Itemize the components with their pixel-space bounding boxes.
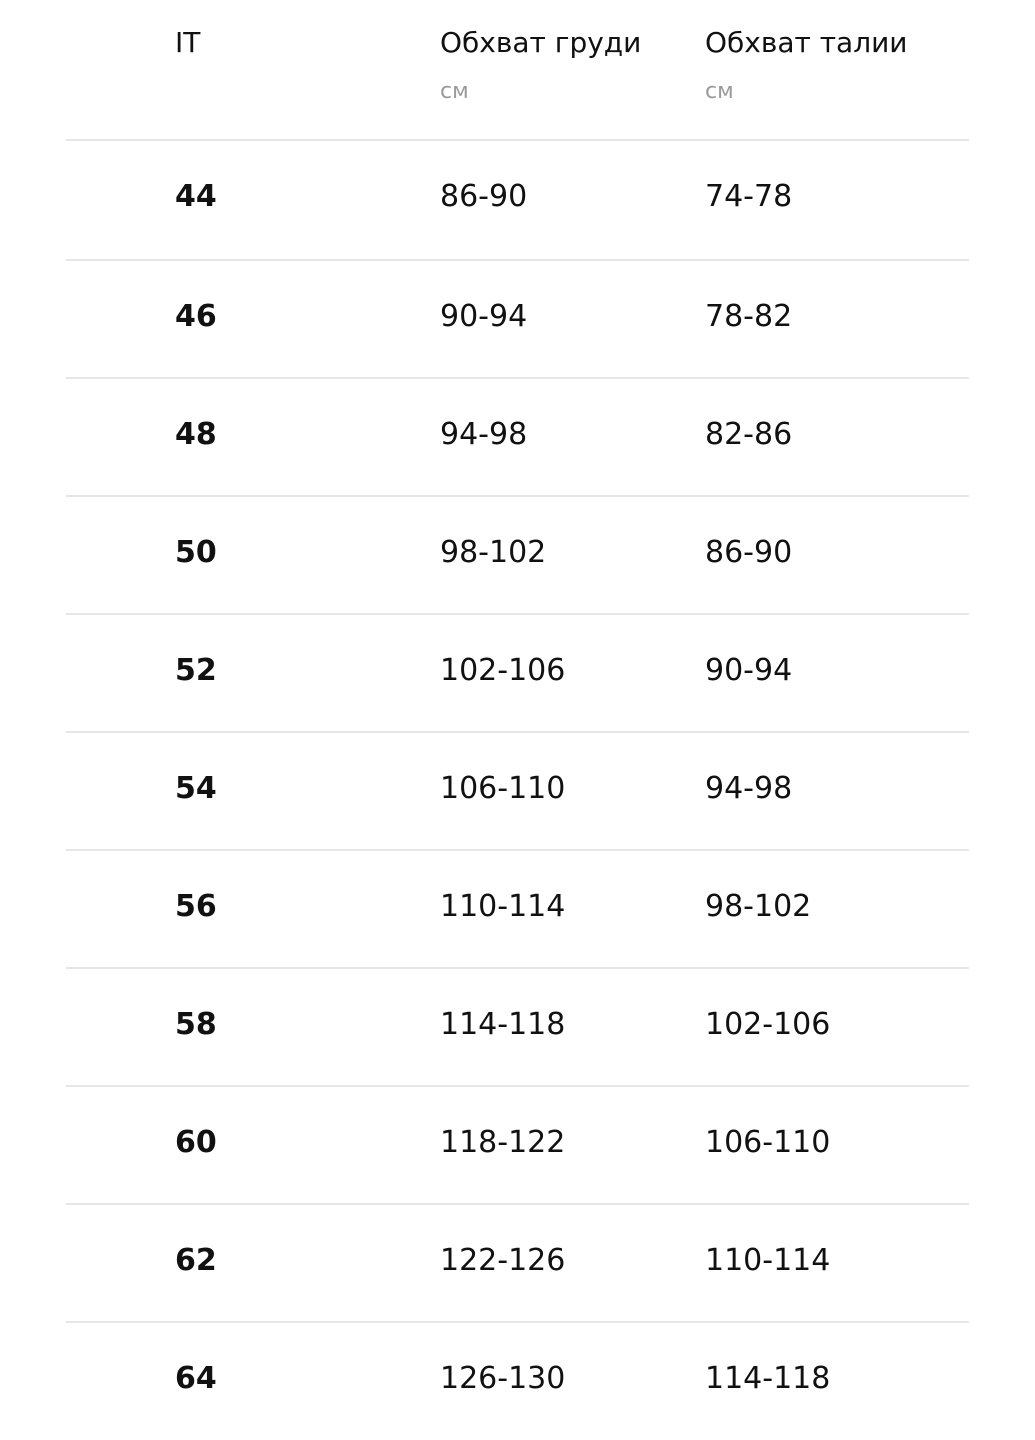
table-row <box>0 849 1035 967</box>
table-row <box>0 967 1035 1085</box>
table-header <box>0 0 1035 140</box>
chest-cell: 114-118 <box>440 1007 566 1042</box>
waist-cell: 114-118 <box>705 1361 831 1396</box>
chest-cell: 106-110 <box>440 771 566 806</box>
size-cell: 58 <box>175 1007 217 1042</box>
waist-cell: 78-82 <box>705 299 793 334</box>
column-header-it: IT <box>175 26 201 59</box>
table-row <box>0 1321 1035 1439</box>
waist-cell: 94-98 <box>705 771 793 806</box>
waist-cell: 86-90 <box>705 535 793 570</box>
chest-cell: 118-122 <box>440 1125 566 1160</box>
table-row <box>0 1085 1035 1203</box>
column-header-waist: Обхват талии <box>705 26 908 59</box>
size-cell: 50 <box>175 535 217 570</box>
table-row <box>0 377 1035 495</box>
chest-cell: 98-102 <box>440 535 547 570</box>
column-unit-waist: см <box>705 79 734 104</box>
waist-cell: 98-102 <box>705 889 812 924</box>
chest-cell: 90-94 <box>440 299 528 334</box>
chest-cell: 110-114 <box>440 889 566 924</box>
table-row <box>0 259 1035 377</box>
table-row <box>0 731 1035 849</box>
chest-cell: 94-98 <box>440 417 528 452</box>
size-cell: 62 <box>175 1243 217 1278</box>
waist-cell: 102-106 <box>705 1007 831 1042</box>
chest-cell: 102-106 <box>440 653 566 688</box>
table-row <box>0 495 1035 613</box>
column-header-chest: Обхват груди <box>440 26 642 59</box>
waist-cell: 74-78 <box>705 179 793 214</box>
table-row <box>0 139 1035 257</box>
size-cell: 46 <box>175 299 217 334</box>
waist-cell: 90-94 <box>705 653 793 688</box>
waist-cell: 106-110 <box>705 1125 831 1160</box>
size-cell: 64 <box>175 1361 217 1396</box>
chest-cell: 86-90 <box>440 179 528 214</box>
size-cell: 48 <box>175 417 217 452</box>
table-row <box>0 1203 1035 1321</box>
table-row <box>0 613 1035 731</box>
size-cell: 52 <box>175 653 217 688</box>
size-cell: 60 <box>175 1125 217 1160</box>
size-cell: 44 <box>175 179 217 214</box>
size-cell: 54 <box>175 771 217 806</box>
waist-cell: 110-114 <box>705 1243 831 1278</box>
chest-cell: 122-126 <box>440 1243 566 1278</box>
column-unit-chest: см <box>440 79 469 104</box>
waist-cell: 82-86 <box>705 417 793 452</box>
chest-cell: 126-130 <box>440 1361 566 1396</box>
size-cell: 56 <box>175 889 217 924</box>
